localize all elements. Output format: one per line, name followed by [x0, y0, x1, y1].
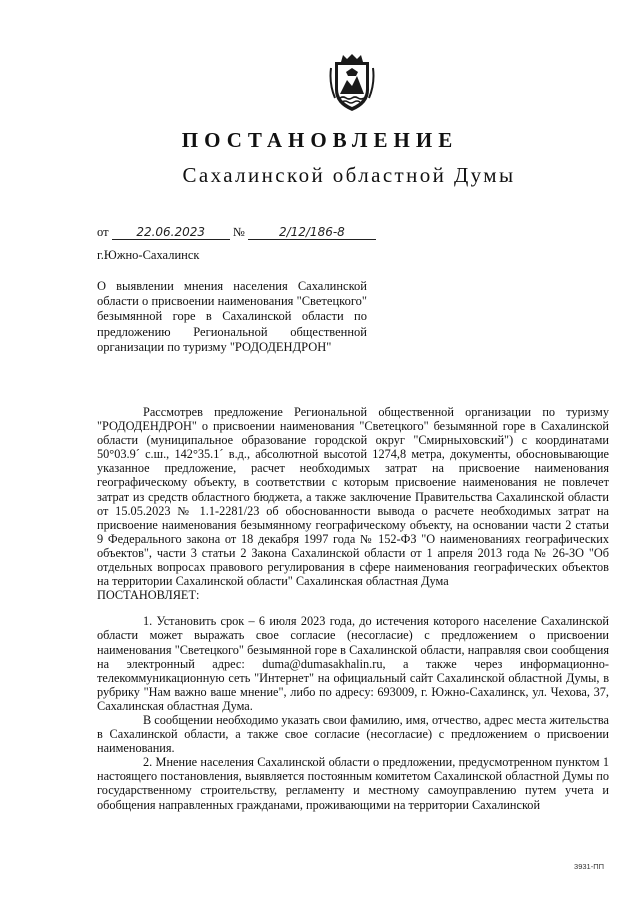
date-number-row	[97, 225, 376, 240]
item-2-paragraph: 2. Мнение населения Сахалинской области о предложении, предусмотренном пунктом 1 настоящего постановления, выявляется постоянным комитетом Сахалинской областной Думы по государственному строительству, регламенту и местному самоуправлению путем учета и обобщения направленных гражданами, проживающими на территории Сахалинской	[97, 755, 609, 812]
date-prefix: от	[97, 225, 109, 239]
item-1-note-paragraph: В сообщении необходимо указать свои фамилию, имя, отчество, адрес места жительства в Сахалинской области, а также свое согласие (несогласие) с предложением о присвоении наименования.	[97, 712, 609, 756]
preamble-paragraph: Рассмотрев предложение Региональной общественной организации по туризму "РОДОДЕНДРОН" о присвоении наименования "Светецкого" безымянной горе в Сахалинской области (муниципальное образование городской округ "Смирныховский") с координатами 50°03.9´ с.ш., 142°35.1´ в.д., абсолютной высотой 1274,8 метра, документы, обосновывающие указанное предложение, расчет необходимых затрат на присвоение наименования географическому объекту, в соответствии с которым присвоение наименования не повлечет затрат из средств областного бюджета, а также заключение Правительства Сахалинской области от 15.05.2023 № 1.1-2281/23 об обоснованности вывода о расчете необходимых затрат на присвоение наименования безымянному географическому объекту, на основании части 2 статьи 9 Федерального закона от 18 декабря 1997 года № 152-ФЗ "О наименованиях географических объектов", части 3 статьи 2 Закона Сахалинской области от 1 апреля 2013 года № 26-ЗО "Об отдельных вопросах правового регулирования в сфере наименования географических объектов на территории Сахалинской области" Сахалинская областная Дума	[97, 405, 609, 589]
subject-heading: О выявлении мнения населения Сахалинской области о присвоении наименования "Светецкого" безымянной горе в Сахалинской области по предложению Региональной общественной организации по туризму "РОДОДЕНДРОН"	[97, 279, 367, 354]
date-value: 22.06.2023	[112, 225, 230, 240]
document-title: ПОСТАНОВЛЕНИЕ	[181, 128, 459, 152]
city: г.Южно-Сахалинск	[97, 248, 200, 262]
coat-of-arms-icon	[329, 54, 375, 114]
document-subtitle: Сахалинской областной Думы	[182, 163, 516, 187]
document-code: 3931-ПП	[574, 862, 604, 871]
item-1-paragraph: 1. Установить срок – 6 июля 2023 года, до истечения которого население Сахалинской области может выражать свое согласие (несогласие) с предложением о присвоении наименования "Светецкого" безымянной горе в Сахалинской области, направляя свои сообщения на электронный адрес: duma@dumasakhalin.ru, а также через информационно-телекоммуникационную сеть "Интернет" на официальный сайт Сахалинской областной Думы, в рубрику "Нам важно ваше мнение", либо по адресу: 693009, г. Южно-Сахалинск, ул. Чехова, 37, Сахалинская областная Дума.	[97, 614, 609, 713]
document-body	[97, 405, 609, 812]
resolves-line: ПОСТАНОВЛЯЕТ:	[97, 588, 200, 603]
number-prefix: №	[232, 225, 245, 239]
number-value: 2/12/186-8	[248, 225, 376, 240]
